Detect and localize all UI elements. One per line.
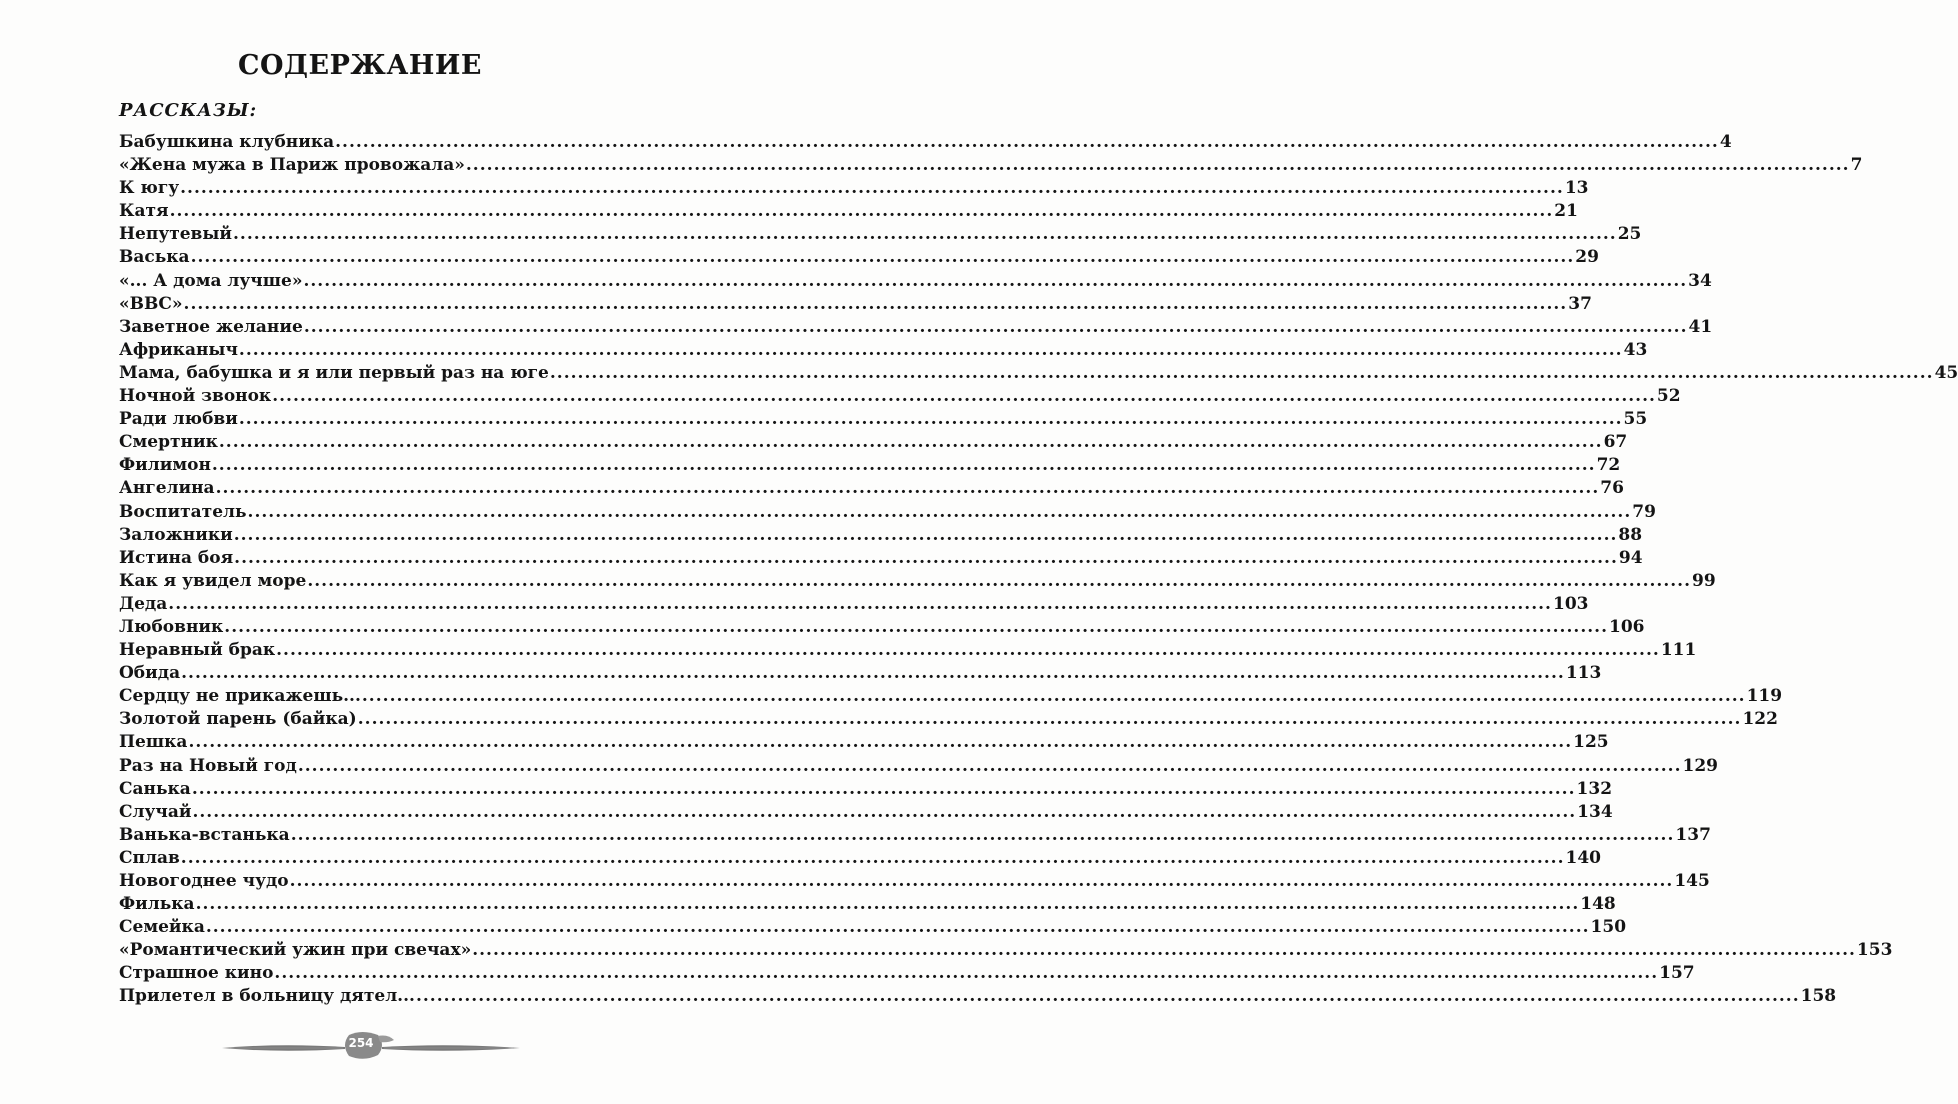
toc-entry-page: 137 — [1675, 824, 1711, 845]
toc-entry — [119, 409, 1648, 432]
dot-leader: ........................................................................................................................................................................................................ — [297, 755, 1682, 776]
toc-entry-title: «... А дома лучше» — [119, 270, 303, 291]
dot-leader: ........................................................................................................................................................................................................ — [181, 663, 1565, 684]
toc-entry — [119, 593, 1589, 617]
toc-entry — [119, 917, 1627, 940]
dot-leader: ........................................................................................................................................................................................................ — [224, 616, 1608, 637]
toc-entry — [119, 824, 1711, 848]
toc-entry-page: 153 — [1856, 940, 1893, 961]
toc-entry-title: Обида — [119, 663, 181, 684]
dot-leader: ........................................................................................................................................................................................................ — [307, 570, 1692, 591]
toc-entry-title: Истина боя — [119, 547, 234, 568]
toc-entry — [119, 616, 1645, 640]
toc-entry — [119, 247, 1599, 270]
page-footer — [0, 1031, 720, 1061]
dot-leader: ........................................................................................................................................................................................................ — [272, 386, 1656, 407]
toc-entry-page: 7 — [1850, 155, 1863, 176]
dot-leader: ........................................................................................................................................................................................................ — [211, 455, 1596, 476]
toc-entry-page: 150 — [1590, 917, 1627, 938]
page-number: 254 — [348, 1036, 374, 1050]
toc-entry — [119, 224, 1642, 247]
toc-entry-title: Раз на Новый год — [119, 755, 297, 776]
toc-entry — [119, 871, 1710, 894]
toc-entry-title: Золотой парень (байка) — [119, 709, 357, 730]
dot-leader: ........................................................................................................................................................................................................ — [233, 524, 1618, 545]
toc-entry-title: Прилетел в больницу дятел... — [119, 986, 415, 1007]
toc-entry-page: 148 — [1580, 894, 1616, 915]
toc-entry-title: Непутевый — [119, 224, 233, 245]
toc-entry — [119, 709, 1778, 732]
dot-leader: ........................................................................................................................................................................................................ — [303, 270, 1688, 291]
page-title: СОДЕРЖАНИЕ — [238, 50, 482, 81]
toc-entry — [119, 432, 1628, 455]
toc-entry-page: 72 — [1596, 455, 1621, 476]
toc-entry — [119, 178, 1589, 201]
toc-entry-title: Санька — [119, 778, 191, 799]
toc-entry — [119, 293, 1592, 317]
toc-entry-title: Сердцу не прикажешь... — [119, 686, 361, 707]
toc-entry — [119, 201, 1578, 224]
toc-entry-title: Любовник — [119, 616, 224, 637]
toc-entry — [119, 986, 1837, 1009]
dot-leader: ........................................................................................................................................................................................................ — [205, 917, 1590, 938]
toc-entry-page: 99 — [1692, 570, 1716, 591]
toc-entry — [119, 801, 1613, 825]
toc-entry-title: Катя — [119, 201, 169, 222]
toc-entry — [119, 847, 1601, 871]
dot-leader: ........................................................................................................................................................................................................ — [238, 339, 1623, 360]
toc-entry-title: Ангелина — [119, 478, 215, 499]
toc-entry-page: 106 — [1609, 616, 1645, 637]
toc-entry-page: 134 — [1577, 801, 1613, 822]
toc-entry — [119, 663, 1602, 686]
toc-entry-title: Африканыч — [119, 339, 238, 360]
toc-entry-page: 13 — [1564, 178, 1589, 199]
dot-leader: ........................................................................................................................................................................................................ — [238, 409, 1623, 430]
toc-entry-title: Мама, бабушка и я или первый раз на юге — [119, 362, 549, 383]
dot-leader: ........................................................................................................................................................................................................ — [195, 894, 1580, 915]
dot-leader: ........................................................................................................................................................................................................ — [303, 316, 1688, 337]
toc-entry-page: 76 — [1600, 478, 1624, 499]
toc-entry-title: Заветное желание — [119, 316, 303, 337]
toc-entry-page: 25 — [1617, 224, 1642, 245]
toc-entry-title: Филимон — [119, 455, 211, 476]
toc-entry-title: Заложники — [119, 524, 233, 545]
toc-entry-title: Бабушкина клубника — [119, 132, 335, 152]
dot-leader: ........................................................................................................................................................................................................ — [472, 940, 1856, 961]
toc-entry-title: Ванька-встанька — [119, 824, 290, 845]
table-of-contents — [119, 132, 1958, 1010]
toc-entry — [119, 501, 1656, 525]
dot-leader: ........................................................................................................................................................................................................ — [234, 547, 1618, 568]
toc-entry-title: «Романтический ужин при свечах» — [119, 940, 472, 961]
dot-leader: ........................................................................................................................................................................................................ — [361, 686, 1746, 707]
toc-entry — [119, 132, 1732, 155]
dot-leader: ........................................................................................................................................................................................................ — [180, 847, 1565, 868]
toc-entry-title: Пешка — [119, 732, 188, 753]
toc-entry-title: Случай — [119, 801, 192, 822]
toc-entry-title: Как я увидел море — [119, 570, 307, 591]
toc-entry — [119, 155, 1863, 178]
dot-leader: ........................................................................................................................................................................................................ — [233, 224, 1617, 245]
toc-entry — [119, 455, 1621, 478]
toc-entry — [119, 270, 1712, 294]
toc-entry — [119, 524, 1643, 548]
dot-leader: ........................................................................................................................................................................................................ — [192, 801, 1577, 822]
toc-entry — [119, 755, 1719, 779]
dot-leader: ........................................................................................................................................................................................................ — [290, 824, 1675, 845]
dot-leader: ........................................................................................................................................................................................................ — [180, 178, 1564, 199]
toc-entry-title: Ради любви — [119, 409, 238, 430]
toc-entry — [119, 386, 1681, 409]
dot-leader: ........................................................................................................................................................................................................ — [247, 501, 1632, 522]
toc-entry-page: 140 — [1565, 847, 1601, 868]
toc-entry-page: 43 — [1623, 339, 1648, 360]
dot-leader: ........................................................................................................................................................................................................ — [276, 640, 1660, 661]
toc-entry-title: Филька — [119, 894, 195, 915]
toc-entry-page: 129 — [1682, 755, 1719, 776]
dot-leader: ........................................................................................................................................................................................................ — [169, 201, 1554, 222]
toc-entry-title: Смертник — [119, 432, 218, 453]
toc-entry — [119, 570, 1716, 594]
dot-leader: ........................................................................................................................................................................................................ — [415, 986, 1800, 1007]
toc-entry-title: «ВВС» — [119, 293, 183, 314]
toc-entry-page: 119 — [1746, 686, 1783, 707]
toc-entry-title: Неравный брак — [119, 640, 276, 661]
toc-entry-page: 67 — [1603, 432, 1628, 453]
toc-entry-page: 157 — [1659, 963, 1695, 984]
toc-entry — [119, 940, 1893, 963]
toc-entry-page: 52 — [1656, 386, 1681, 407]
dot-leader: ........................................................................................................................................................................................................ — [168, 593, 1552, 614]
toc-entry-title: Воспитатель — [119, 501, 247, 522]
toc-entry-page: 55 — [1623, 409, 1648, 430]
toc-entry-page: 4 — [1719, 132, 1732, 152]
toc-entry — [119, 478, 1624, 501]
dot-leader: ........................................................................................................................................................................................................ — [215, 478, 1600, 499]
toc-entry — [119, 640, 1697, 663]
dot-leader: ........................................................................................................................................................................................................ — [190, 247, 1575, 268]
dot-leader: ........................................................................................................................................................................................................ — [183, 293, 1568, 314]
toc-entry — [119, 686, 1783, 709]
toc-entry-title: К югу — [119, 178, 180, 199]
dot-leader: ........................................................................................................................................................................................................ — [335, 132, 1719, 152]
toc-entry — [119, 362, 1958, 386]
dot-leader: ........................................................................................................................................................................................................ — [274, 963, 1659, 984]
toc-entry — [119, 339, 1648, 363]
dot-leader: ........................................................................................................................................................................................................ — [357, 709, 1742, 730]
toc-entry-page: 34 — [1688, 270, 1712, 291]
dot-leader: ........................................................................................................................................................................................................ — [188, 732, 1573, 753]
toc-entry-title: Сплав — [119, 847, 180, 868]
toc-entry — [119, 963, 1695, 986]
toc-entry-title: Васька — [119, 247, 190, 268]
toc-entry-page: 122 — [1742, 709, 1778, 730]
toc-entry-page: 145 — [1674, 871, 1710, 891]
dot-leader: ........................................................................................................................................................................................................ — [465, 155, 1850, 176]
toc-entry-page: 37 — [1568, 293, 1592, 314]
toc-entry-page: 21 — [1554, 201, 1578, 222]
toc-entry-title: «Жена мужа в Париж провожала» — [119, 155, 465, 176]
toc-entry-title: Новогоднее чудо — [119, 871, 289, 891]
toc-entry-title: Семейка — [119, 917, 205, 938]
toc-entry-title: Страшное кино — [119, 963, 274, 984]
toc-entry-title: Ночной звонок — [119, 386, 272, 407]
toc-entry — [119, 732, 1609, 755]
toc-entry-page: 103 — [1552, 593, 1589, 614]
toc-entry-page: 125 — [1573, 732, 1609, 753]
dot-leader: ........................................................................................................................................................................................................ — [218, 432, 1603, 453]
toc-entry-page: 113 — [1565, 663, 1602, 684]
section-heading: РАССКАЗЫ: — [119, 100, 258, 121]
toc-entry-page: 158 — [1800, 986, 1837, 1007]
toc-entry-page: 111 — [1660, 640, 1697, 661]
toc-entry-page: 94 — [1618, 547, 1643, 568]
toc-entry — [119, 316, 1713, 340]
toc-entry-page: 88 — [1618, 524, 1643, 545]
toc-entry-page: 41 — [1688, 316, 1713, 337]
dot-leader: ........................................................................................................................................................................................................ — [549, 362, 1934, 383]
toc-entry-page: 132 — [1576, 778, 1613, 799]
toc-entry — [119, 547, 1643, 571]
toc-entry — [119, 894, 1616, 917]
toc-entry-page: 29 — [1575, 247, 1599, 268]
toc-entry-page: 79 — [1632, 501, 1656, 522]
dot-leader: ........................................................................................................................................................................................................ — [289, 871, 1674, 891]
dot-leader: ........................................................................................................................................................................................................ — [191, 778, 1576, 799]
toc-entry — [119, 778, 1613, 802]
toc-entry-page: 45 — [1934, 362, 1958, 383]
toc-entry-title: Деда — [119, 593, 168, 614]
